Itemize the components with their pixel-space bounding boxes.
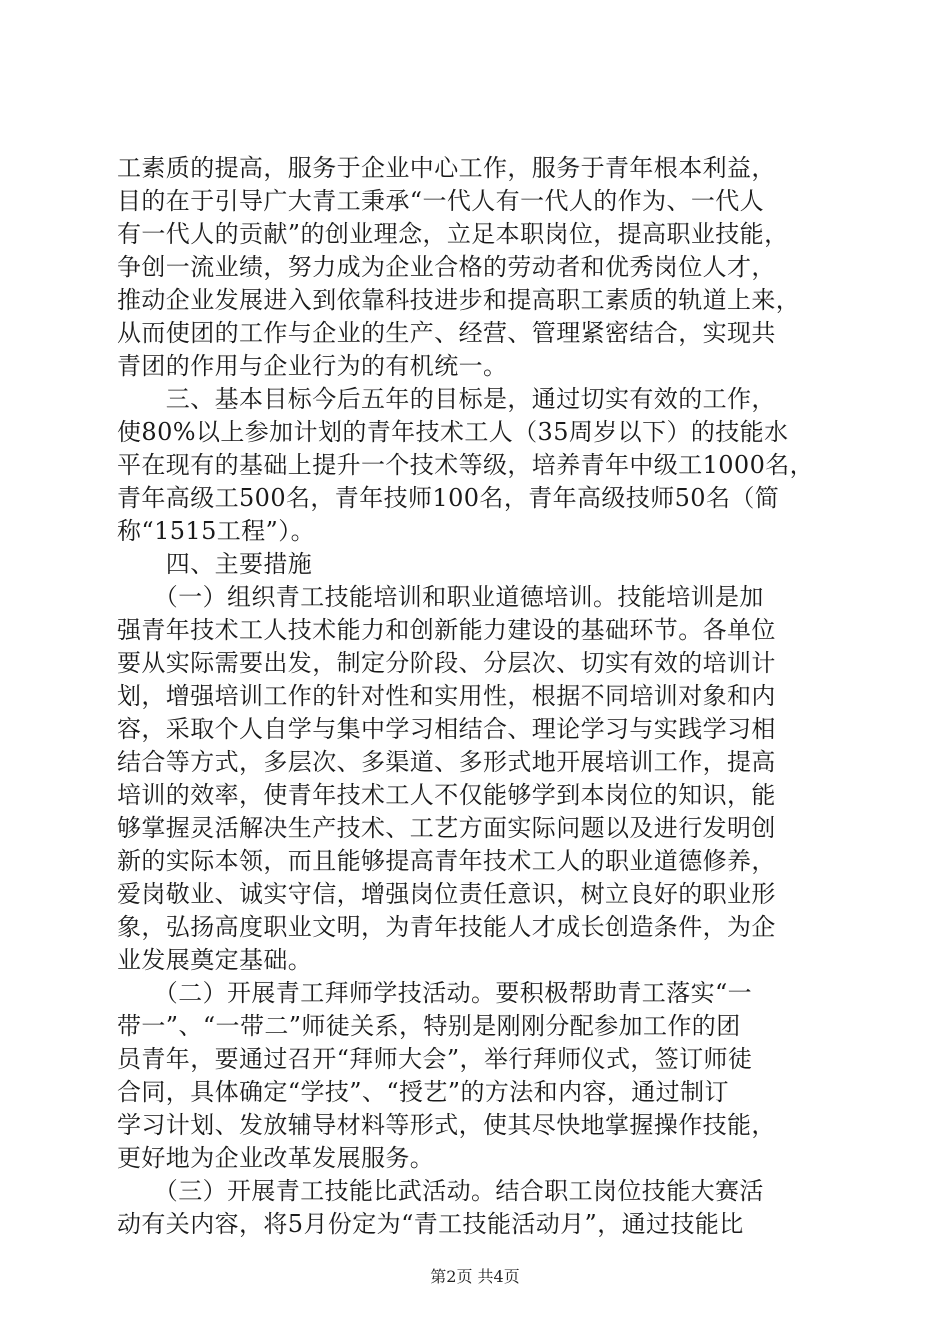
body-line: 推动企业发展进入到依靠科技进步和提高职工素质的轨道上来， bbox=[117, 286, 801, 314]
body-line: 从而使团的工作与企业的生产、经营、管理紧密结合，实现共 bbox=[117, 319, 776, 347]
document-body bbox=[117, 152, 845, 1241]
body-line: 带一”、“一带二”师徒关系，特别是刚刚分配参加工作的团 bbox=[117, 1012, 741, 1040]
section-heading-measures: 四、主要措施 bbox=[117, 550, 313, 578]
body-line: 争创一流业绩，努力成为企业合格的劳动者和优秀岗位人才， bbox=[117, 253, 776, 281]
section-heading-goals: 三、基本目标今后五年的目标是，通过切实有效的工作， bbox=[117, 385, 776, 413]
subsection-heading-1: （一）组织青工技能培训和职业道德培训。技能培训是加 bbox=[117, 583, 764, 611]
body-line: 学习计划、发放辅导材料等形式，使其尽快地掌握操作技能， bbox=[117, 1111, 776, 1139]
body-line: 动有关内容，将5月份定为“青工技能活动月”，通过技能比 bbox=[117, 1210, 744, 1238]
body-line: 培训的效率，使青年技术工人不仅能够学到本岗位的知识，能 bbox=[117, 781, 776, 809]
subsection-heading-3: （三）开展青工技能比武活动。结合职工岗位技能大赛活 bbox=[117, 1177, 764, 1205]
page-number-footer: 第2页 共4页 bbox=[430, 1267, 520, 1286]
body-line: 称“1515工程”）。 bbox=[117, 517, 316, 545]
body-line: 工素质的提高，服务于企业中心工作，服务于青年根本利益， bbox=[117, 154, 776, 182]
body-line: 有一代人的贡献”的创业理念，立足本职岗位，提高职业技能， bbox=[117, 220, 789, 248]
subsection-heading-2: （二）开展青工拜师学技活动。要积极帮助青工落实“一 bbox=[117, 979, 753, 1007]
body-line: 更好地为企业改革发展服务。 bbox=[117, 1144, 435, 1172]
body-line: 新的实际本领，而且能够提高青年技术工人的职业道德修养， bbox=[117, 847, 776, 875]
body-line: 象，弘扬高度职业文明，为青年技能人才成长创造条件，为企 bbox=[117, 913, 776, 941]
body-line: 平在现有的基础上提升一个技术等级，培养青年中级工1000名， bbox=[117, 451, 815, 479]
body-line: 业发展奠定基础。 bbox=[117, 946, 313, 974]
body-line: 爱岗敬业、诚实守信，增强岗位责任意识，树立良好的职业形 bbox=[117, 880, 776, 908]
body-line: 青团的作用与企业行为的有机统一。 bbox=[117, 352, 508, 380]
body-line: 员青年，要通过召开“拜师大会”，举行拜师仪式，签订师徒 bbox=[117, 1045, 753, 1073]
body-line: 够掌握灵活解决生产技术、工艺方面实际问题以及进行发明创 bbox=[117, 814, 776, 842]
body-line: 目的在于引导广大青工秉承“一代人有一代人的作为、一代人 bbox=[117, 187, 765, 215]
body-line: 强青年技术工人技术能力和创新能力建设的基础环节。各单位 bbox=[117, 616, 776, 644]
body-line: 合同，具体确定“学技”、“授艺”的方法和内容，通过制订 bbox=[117, 1078, 729, 1106]
body-line: 使80%以上参加计划的青年技术工人（35周岁以下）的技能水 bbox=[117, 418, 789, 446]
body-line: 容，采取个人自学与集中学习相结合、理论学习与实践学习相 bbox=[117, 715, 776, 743]
body-line: 要从实际需要出发，制定分阶段、分层次、切实有效的培训计 bbox=[117, 649, 776, 677]
body-line: 结合等方式，多层次、多渠道、多形式地开展培训工作，提高 bbox=[117, 748, 776, 776]
body-line: 青年高级工500名，青年技师100名，青年高级技师50名（简 bbox=[117, 484, 780, 512]
body-line: 划，增强培训工作的针对性和实用性，根据不同培训对象和内 bbox=[117, 682, 776, 710]
